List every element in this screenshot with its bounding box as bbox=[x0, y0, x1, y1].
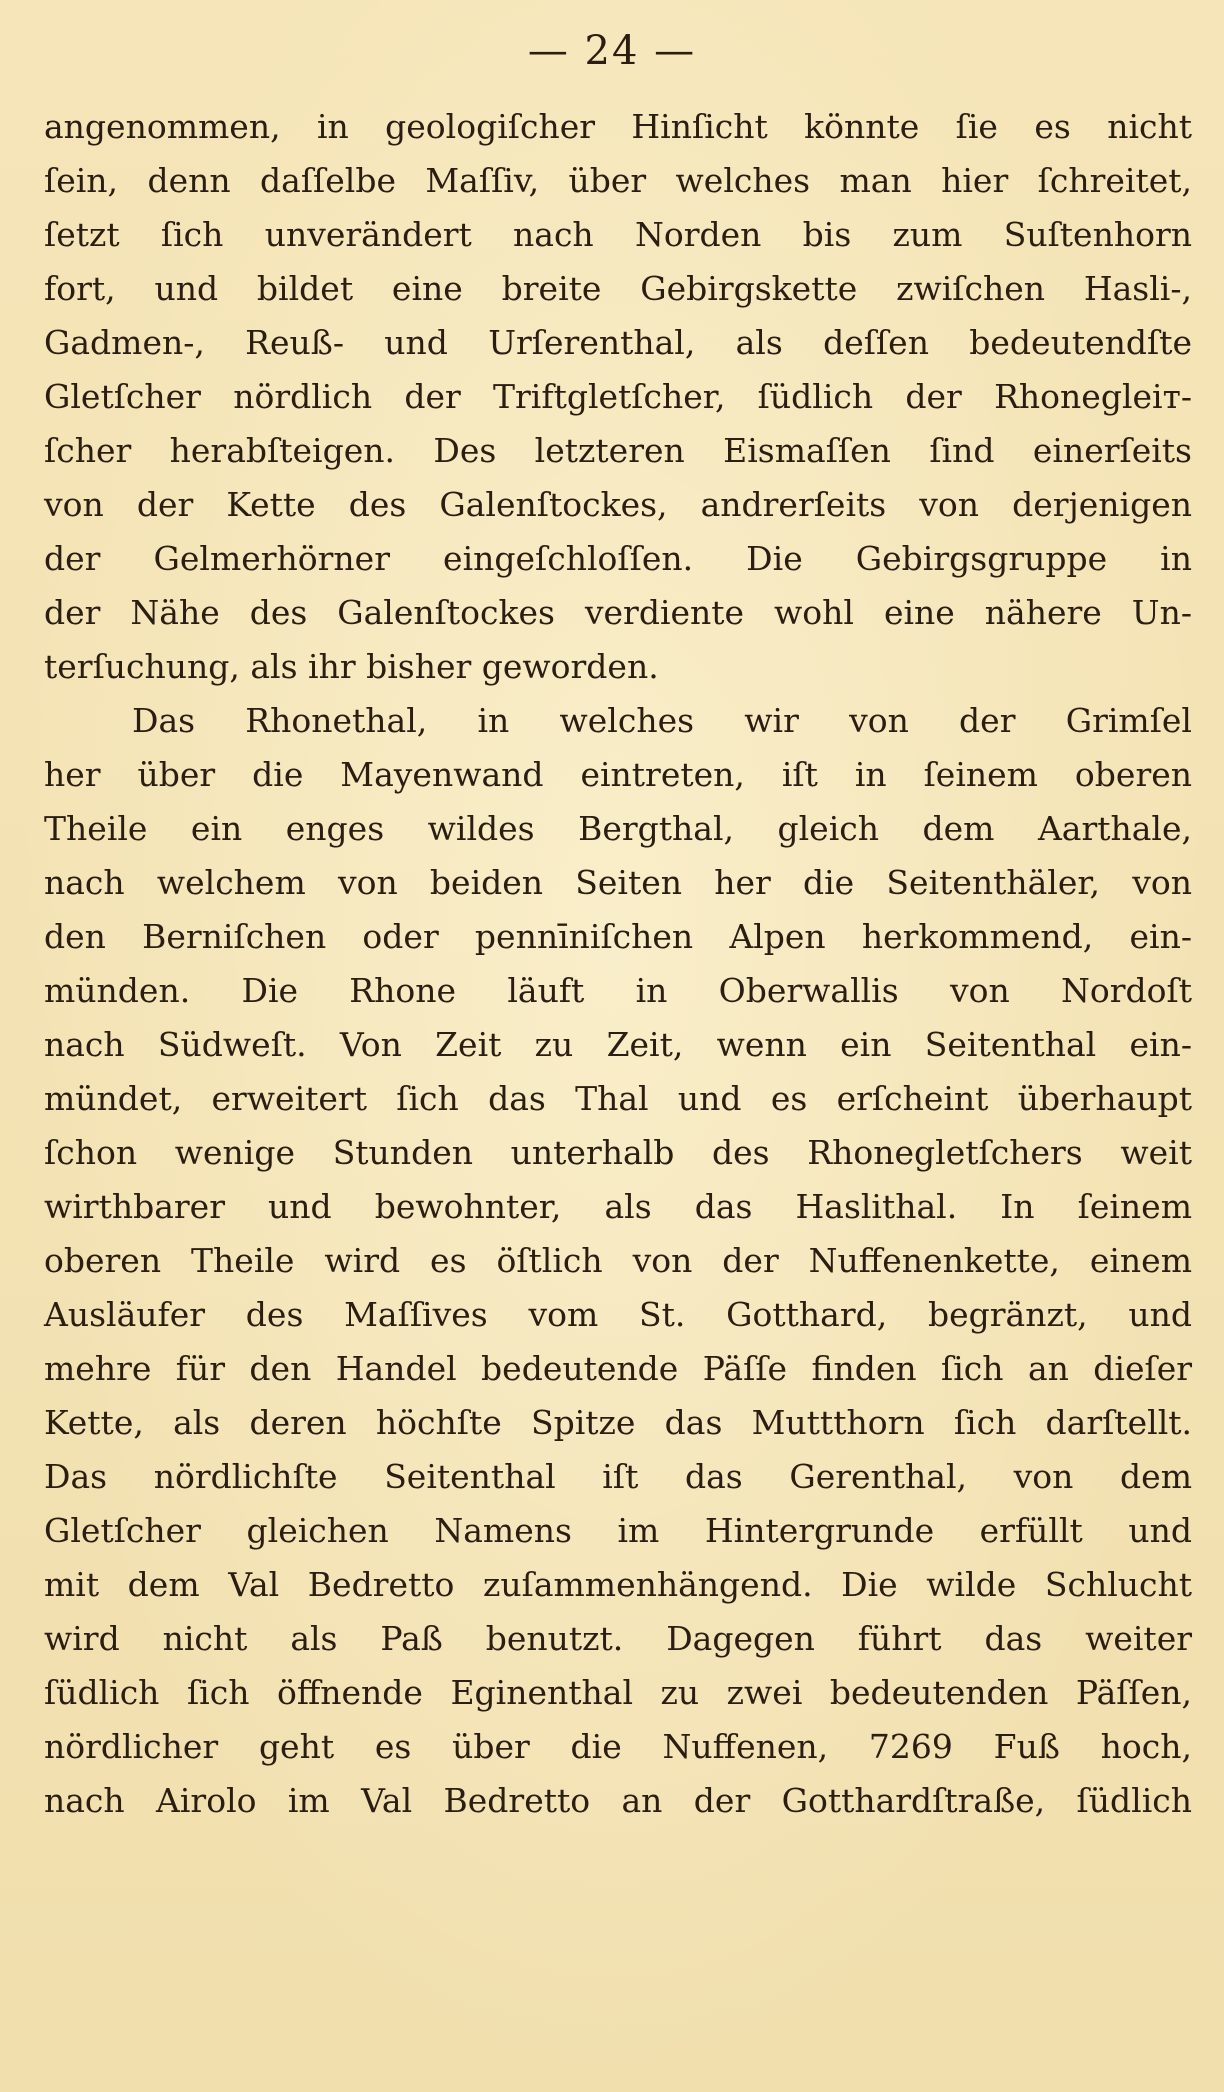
text-line: mit dem Val Bedretto zuſammenhängend. Die wilde Schlucht bbox=[44, 1565, 1192, 1604]
text-line: Gletſcher gleichen Namens im Hintergrunde erfüllt und bbox=[44, 1511, 1192, 1550]
text-line: ſcher herabſteigen. Des letzteren Eismaſſen ſind einerſeits bbox=[44, 431, 1192, 470]
text-line: oberen Theile wird es öſtlich von der Nuffenenkette, einem bbox=[44, 1241, 1192, 1280]
body-text bbox=[44, 100, 1192, 1828]
text-line: ſetzt ſich unverändert nach Norden bis zum Suſtenhorn bbox=[44, 215, 1192, 254]
page-number: — 24 — bbox=[527, 28, 697, 74]
text-line: mehre für den Handel bedeutende Päſſe finden ſich an dieſer bbox=[44, 1349, 1192, 1388]
text-line: Theile ein enges wildes Bergthal, gleich dem Aarthale, bbox=[44, 809, 1192, 848]
text-line: ſein, denn daſſelbe Maſſiv, über welches man hier ſchreitet, bbox=[44, 161, 1192, 200]
text-line: der Gelmerhörner eingeſchloſſen. Die Gebirgsgruppe in bbox=[44, 539, 1192, 578]
text-line: nach welchem von beiden Seiten her die Seitenthäler, von bbox=[44, 863, 1192, 902]
text-line: von der Kette des Galenſtockes, andrerſeits von derjenigen bbox=[44, 485, 1192, 524]
text-line: Das nördlichſte Seitenthal iſt das Gerenthal, von dem bbox=[44, 1457, 1192, 1496]
text-line: Gadmen-, Reuß- und Urſerenthal, als deſſen bedeutendſte bbox=[44, 323, 1192, 362]
text-line: ſüdlich ſich öffnende Eginenthal zu zwei bedeutenden Päſſen, bbox=[44, 1673, 1192, 1712]
text-line: den Berniſchen oder pennīniſchen Alpen herkommend, ein- bbox=[44, 917, 1192, 956]
text-line: wird nicht als Paß benutzt. Dagegen führt das weiter bbox=[44, 1619, 1192, 1658]
text-line: Ausläufer des Maſſives vom St. Gotthard, begränzt, und bbox=[44, 1295, 1192, 1334]
text-line: nach Airolo im Val Bedretto an der Gotthardſtraße, ſüdlich bbox=[44, 1781, 1192, 1820]
text-line: nach Südweſt. Von Zeit zu Zeit, wenn ein Seitenthal ein- bbox=[44, 1025, 1192, 1064]
paragraph-start-line: Das Rhonethal, in welches wir von der Grimſel bbox=[132, 701, 1192, 740]
text-line: Gletſcher nördlich der Triftgletſcher, ſüdlich der Rhonegleiт- bbox=[44, 377, 1192, 416]
text-line: münden. Die Rhone läuft in Oberwallis von Nordoſt bbox=[44, 971, 1192, 1010]
text-line: nördlicher geht es über die Nuffenen, 7269 Fuß hoch, bbox=[44, 1727, 1192, 1766]
text-line: Kette, als deren höchſte Spitze das Muttthorn ſich darſtellt. bbox=[44, 1403, 1192, 1442]
text-line: ſchon wenige Stunden unterhalb des Rhonegletſchers weit bbox=[44, 1133, 1192, 1172]
text-line: wirthbarer und bewohnter, als das Haslithal. In ſeinem bbox=[44, 1187, 1192, 1226]
text-line: angenommen, in geologiſcher Hinſicht könnte ſie es nicht bbox=[44, 107, 1192, 146]
text-line: mündet, erweitert ſich das Thal und es erſcheint überhaupt bbox=[44, 1079, 1192, 1118]
text-line: fort, und bildet eine breite Gebirgskette zwiſchen Hasli-, bbox=[44, 269, 1192, 308]
paragraph-end-line: terſuchung, als ihr bisher geworden. bbox=[44, 647, 659, 686]
text-line: der Nähe des Galenſtockes verdiente wohl eine nähere Un- bbox=[44, 593, 1192, 632]
text-line: her über die Mayenwand eintreten, iſt in ſeinem oberen bbox=[44, 755, 1192, 794]
